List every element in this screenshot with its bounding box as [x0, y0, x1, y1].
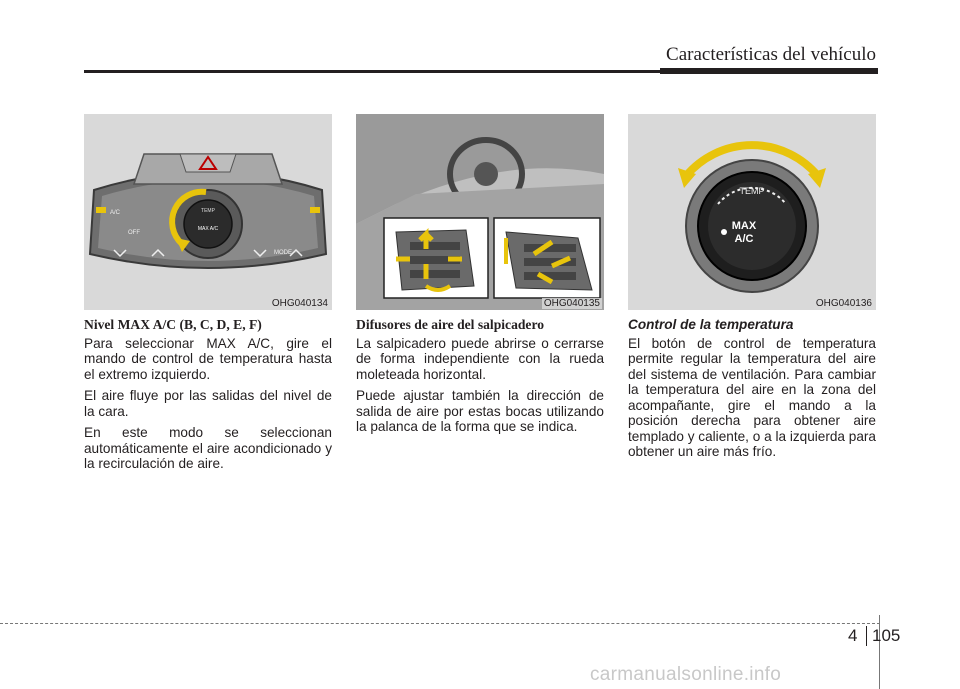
- figure-code: OHG040134: [271, 298, 328, 309]
- fig3-ac-label: A/C: [734, 233, 754, 245]
- figure-code: OHG040135: [543, 298, 600, 309]
- fig1-mode-label: MODE: [274, 250, 292, 256]
- figure-code: OHG040136: [815, 298, 872, 309]
- fig3-temp-label: TEMP: [739, 186, 765, 196]
- fig1-ac-label: A/C: [110, 210, 121, 216]
- fig1-off-label: OFF: [128, 230, 140, 236]
- fig1-temp-label: TEMP: [201, 208, 215, 214]
- header-rule-accent: [660, 68, 878, 74]
- section-heading: Control de la temperatura: [628, 317, 794, 332]
- section-heading: Difusores de aire del salpicadero: [356, 317, 545, 332]
- paragraph: El aire fluye por las salidas del nivel de la cara.: [84, 388, 332, 419]
- climate-panel-illustration: [84, 114, 332, 310]
- chapter-number: 4: [848, 626, 858, 645]
- column-temperature-control: [628, 317, 876, 466]
- header-title: Características del vehículo: [666, 44, 876, 65]
- air-vents-illustration: [356, 114, 604, 310]
- footer-rule: [0, 623, 880, 624]
- page-number: 105: [872, 626, 901, 645]
- page-separator: [866, 626, 867, 646]
- column-air-vents: [356, 317, 604, 441]
- section-heading: Nivel MAX A/C (B, C, D, E, F): [84, 317, 262, 332]
- paragraph: El botón de control de temperatura permite regular la temperatura del aire del sistema de ventilación. Para cambiar la temperatura del aire en la zona del acompañante, gire el mando a la posición derecha para obtener aire templado y caliente, o a la izquierda para obtener un aire más frío.: [628, 335, 876, 459]
- temp-knob-illustration: [628, 114, 876, 310]
- fig1-max-label: MAX A/C: [197, 226, 219, 232]
- paragraph: Puede ajustar también la dirección de salida de aire por estas bocas utilizando la palanca de la forma que se indica.: [356, 388, 604, 434]
- watermark: carmanualsonline.info: [590, 664, 782, 685]
- figure-temp-knob: [628, 114, 876, 310]
- fig3-max-label: MAX: [731, 220, 757, 232]
- paragraph: La salpicadero puede abrirse o cerrarse de forma independiente con la rueda moleteada horizontal.: [356, 335, 604, 382]
- figure-air-vents: [356, 114, 604, 310]
- column-max-ac: [84, 317, 332, 478]
- paragraph: En este modo se seleccionan automáticamente el aire acondicionado y la recirculación de aire.: [84, 425, 332, 471]
- paragraph: Para seleccionar MAX A/C, gire el mando de control de temperatura hasta el extremo izquierdo.: [84, 335, 332, 382]
- figure-climate-panel: [84, 114, 332, 310]
